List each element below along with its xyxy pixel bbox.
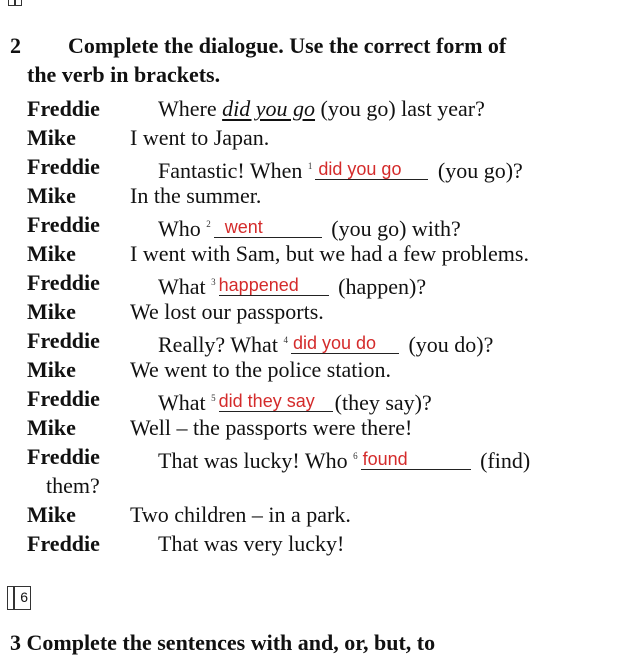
- blank-number: 1: [307, 161, 313, 171]
- dialogue-line: [0, 413, 640, 442]
- dialogue-line: [0, 239, 640, 268]
- dialogue-line: [0, 297, 640, 326]
- instruction-line-1: Complete the dialogue. Use the correct form of: [68, 33, 507, 58]
- answer-blank[interactable]: [219, 389, 333, 412]
- speaker-name: Freddie: [27, 270, 100, 295]
- speaker-name: Mike: [27, 357, 76, 382]
- utterance-text: Two children – in a park.: [130, 502, 351, 527]
- dialogue-line: [0, 152, 640, 181]
- answer-blank[interactable]: [291, 331, 399, 354]
- answer-blank[interactable]: [315, 157, 428, 180]
- answer-blank[interactable]: [361, 447, 471, 470]
- speaker-name: Mike: [27, 299, 76, 324]
- utterance-text: We lost our passports.: [130, 299, 324, 324]
- speaker-name: Freddie: [27, 328, 100, 353]
- answer-blank[interactable]: [214, 215, 322, 238]
- utterance-text: (they say)?: [334, 390, 432, 415]
- utterance: [158, 94, 485, 123]
- utterance-text: In the summer.: [130, 183, 262, 208]
- utterance-text: (you go) with?: [325, 216, 461, 241]
- speaker-name: Freddie: [27, 96, 100, 121]
- blank-number: 2: [206, 219, 211, 229]
- utterance-text: them?: [46, 473, 100, 498]
- dialogue-line: [0, 181, 640, 210]
- dialogue-line: [0, 384, 640, 413]
- utterance-text: Where: [158, 96, 223, 121]
- utterance-text: Fantastic! When: [158, 158, 308, 183]
- answer-text: went: [224, 217, 263, 237]
- answer-text: did they say: [218, 391, 315, 411]
- utterance-text: I went to Japan.: [130, 125, 270, 150]
- blank-number: 6: [353, 451, 358, 461]
- utterance-text: Really? What: [158, 332, 284, 357]
- utterance-text: (you go) last year?: [315, 96, 485, 121]
- answer-text: happened: [218, 275, 299, 295]
- next-exercise-heading: 3 Complete the sentences with and, or, but, to: [10, 630, 436, 655]
- dialogue-line: [0, 210, 640, 239]
- speaker-name: Mike: [27, 502, 76, 527]
- answer-text: did you go: [318, 159, 402, 179]
- utterance-text: I went with Sam, but we had a few problems.: [130, 241, 529, 266]
- blank-number: 4: [283, 335, 288, 345]
- utterance-text: (find): [474, 448, 531, 473]
- utterance-text: Well – the passports were there!: [130, 415, 413, 440]
- speaker-name: Mike: [27, 415, 76, 440]
- answer-text: did you do: [292, 333, 377, 353]
- dialogue-line: [0, 442, 640, 471]
- blank-number: 3: [211, 277, 216, 287]
- speaker-name: Freddie: [27, 531, 100, 556]
- utterance-text: That was very lucky!: [158, 531, 345, 556]
- speaker-name: Freddie: [27, 444, 100, 469]
- speaker-name: Mike: [27, 125, 76, 150]
- dialogue-line: [0, 500, 640, 529]
- dialogue-line-continuation: [0, 471, 640, 500]
- utterance-text: We went to the police station.: [130, 357, 391, 382]
- utterance-text: Who: [158, 216, 207, 241]
- utterance-text: What: [158, 390, 212, 415]
- instruction-line-2: the verb in brackets.: [27, 62, 221, 87]
- score-box: [7, 586, 31, 610]
- utterance-text: That was lucky! Who: [158, 448, 354, 473]
- top-corner-box: [8, 0, 22, 6]
- example-answer: did you go: [222, 96, 316, 121]
- speaker-name: Mike: [27, 241, 76, 266]
- answer-text: found: [362, 449, 408, 469]
- dialogue-line: [0, 529, 640, 558]
- dialogue-line: [0, 94, 640, 123]
- dialogue-line: [0, 268, 640, 297]
- blank-number: 5: [211, 393, 216, 403]
- utterance-text: What: [158, 274, 212, 299]
- speaker-name: Freddie: [27, 154, 100, 179]
- dialogue-line: [0, 123, 640, 152]
- utterance-text: (you do)?: [402, 332, 494, 357]
- answer-blank[interactable]: [219, 273, 329, 296]
- utterance-text: (you go)?: [432, 158, 523, 183]
- dialogue-line: [0, 326, 640, 355]
- speaker-name: Freddie: [27, 212, 100, 237]
- speaker-name: Freddie: [27, 386, 100, 411]
- score-box-number: 6: [20, 589, 28, 605]
- dialogue-line: [0, 355, 640, 384]
- speaker-name: Mike: [27, 183, 76, 208]
- exercise-number: 2: [10, 33, 21, 58]
- utterance-text: (happen)?: [332, 274, 427, 299]
